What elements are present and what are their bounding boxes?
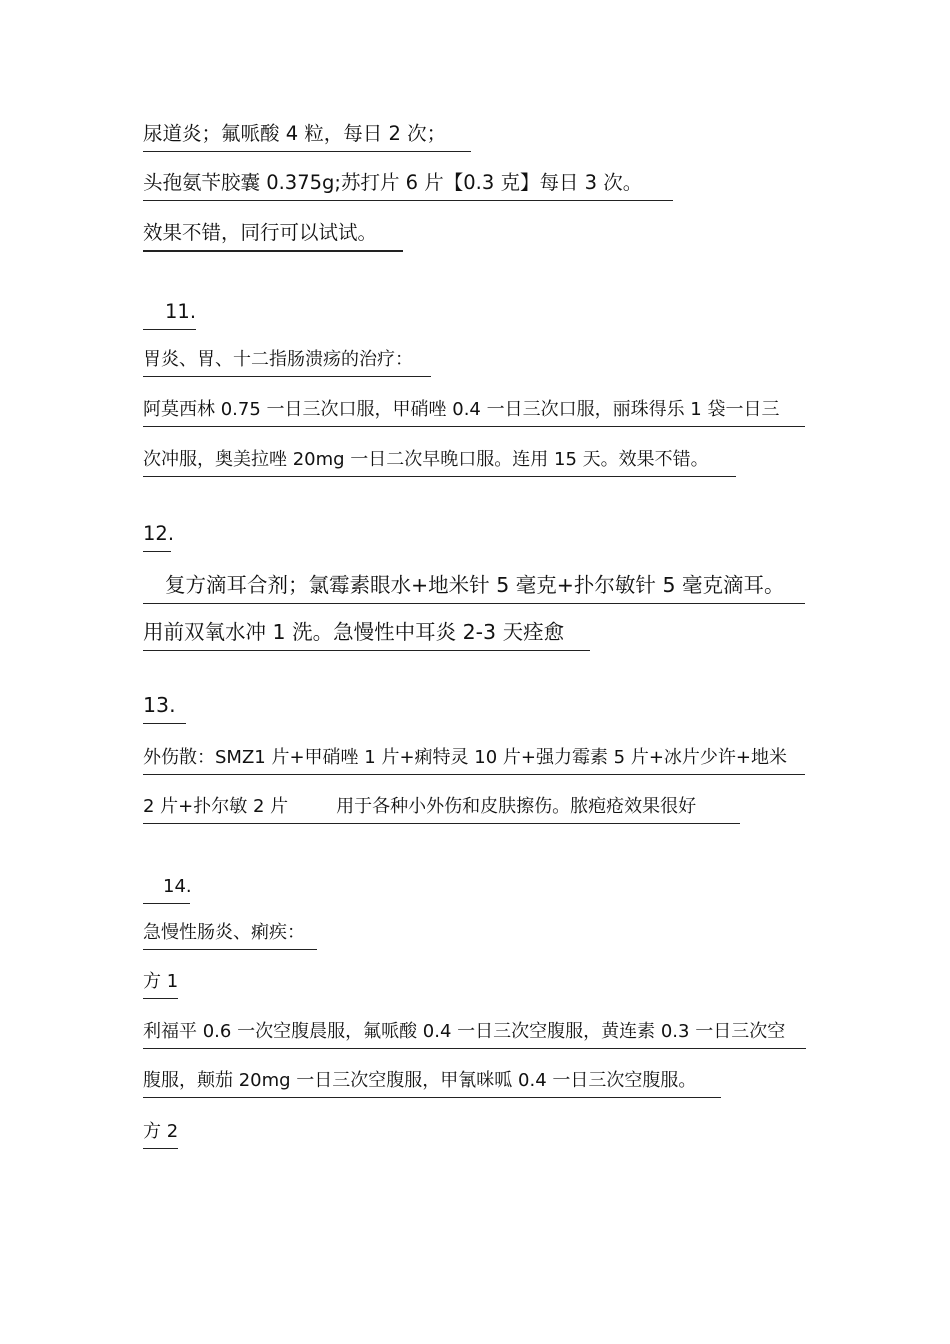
text-line: 用前双氧水冲 1 洗。急慢性中耳炎 2-3 天痊愈 [143, 622, 590, 651]
text-line: 头孢氨苄胶囊 0.375g;苏打片 6 片【0.3 克】每日 3 次。 [143, 173, 673, 201]
text-line: 腹服，颠茄 20mg 一日三次空腹服，甲氰咪呱 0.4 一日三次空腹服。 [143, 1072, 721, 1098]
text-line: 复方滴耳合剂；氯霉素眼水+地米针 5 毫克+扑尔敏针 5 毫克滴耳。 [143, 575, 805, 604]
text-line: 次冲服，奥美拉唑 20mg 一日二次早晚口服。连用 15 天。效果不错。 [143, 451, 736, 477]
text-line: 方 1 [143, 973, 178, 999]
text-segment: 2 片+扑尔敏 2 片 [143, 796, 289, 817]
section-heading: 急慢性肠炎、痢疾： [143, 924, 317, 950]
section-number: 11. [143, 302, 196, 330]
text-line [143, 798, 740, 824]
section-heading: 胃炎、胃、十二指肠溃疡的治疗： [143, 351, 431, 377]
section-number: 12. [143, 524, 171, 552]
section-number: 14. [143, 878, 190, 904]
text-line: 阿莫西林 0.75 一日三次口服，甲硝唑 0.4 一日三次口服，丽珠得乐 1 袋一日三 [143, 401, 805, 427]
text-line: 效果不错，同行可以试试。 [143, 223, 403, 252]
text-line: 方 2 [143, 1123, 178, 1149]
text-line: 外伤散：SMZ1 片+甲硝唑 1 片+痢特灵 10 片+强力霉素 5 片+冰片少许+地米 [143, 749, 805, 775]
text-line: 尿道炎；氟哌酸 4 粒，每日 2 次； [143, 124, 471, 152]
text-line: 利福平 0.6 一次空腹晨服，氟哌酸 0.4 一日三次空腹服，黄连素 0.3 一日三次空 [143, 1023, 806, 1049]
section-number: 13. [143, 695, 186, 724]
text-segment: 用于各种小外伤和皮肤擦伤。脓疱疮效果很好 [336, 796, 697, 817]
